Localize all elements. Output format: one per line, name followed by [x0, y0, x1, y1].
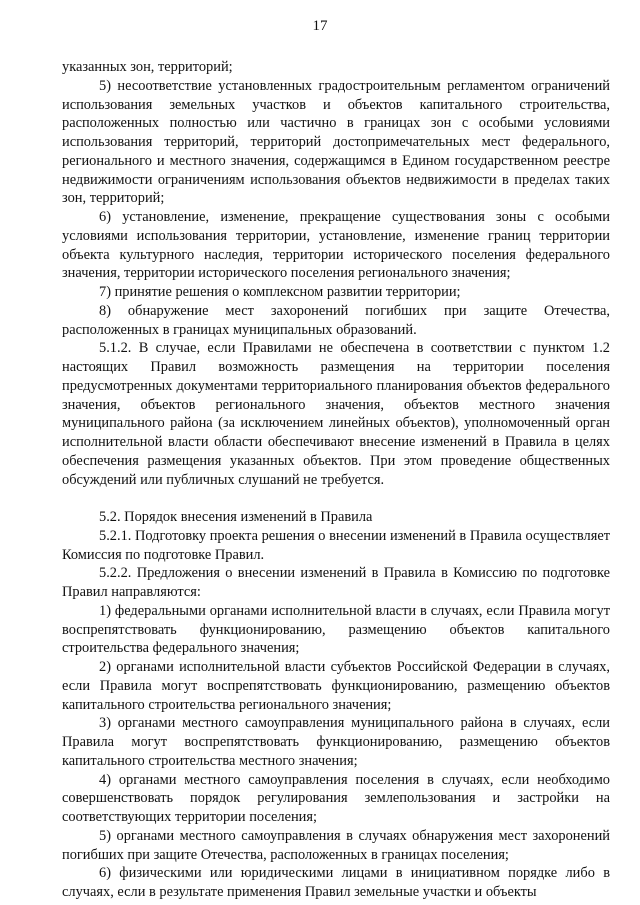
page-number: 17: [312, 18, 328, 34]
list-item-1-federal: 1) федеральными органами исполнительной власти в случаях, если Правила могут воспрепятствовать функционированию, размещению объектов капитального строительства федерального значения;: [62, 602, 610, 657]
paragraph-continuation: указанных зон, территорий;: [62, 59, 233, 75]
section-heading-5-2: 5.2. Порядок внесения изменений в Правила: [99, 509, 373, 525]
list-item-5-local-self-government: 5) органами местного самоуправления в случаях обнаружения мест захоронений погибших при защите Отечества, расположенных в границах поселения;: [62, 827, 610, 863]
list-item-8-burial-sites: 8) обнаружение мест захоронений погибших при защите Отечества, расположенных в границах муниципальных образований.: [62, 302, 610, 338]
list-item-6-zone-change: 6) установление, изменение, прекращение существования зоны с особыми условиями использования территории, установление, изменение границ территории объекта культурного наследия, территории исторического поселения федерального значения, территории исторического поселения регионального значения;: [62, 209, 610, 282]
document-body: [62, 58, 610, 902]
clause-5-1-2: 5.1.2. В случае, если Правилами не обеспечена в соответствии с пунктом 1.2 настоящих Правил возможность размещения на территории поселения предусмотренных документами территориального планирования объектов федерального значения, объектов регионального значения, объектов местного значения муниципального района (за исключением линейных объектов), уполномоченный орган исполнительной власти области обеспечивают внесение изменений в Правила в целях обеспечения размещения указанных объектов. При этом проведение общественных обсуждений или публичных слушаний не требуется.: [62, 340, 610, 488]
list-item-7-complex-development: 7) принятие решения о комплексном развитии территории;: [99, 284, 461, 300]
list-item-3-municipal-district: 3) органами местного самоуправления муниципального района в случаях, если Правила могут воспрепятствовать функционированию, размещению объектов капитального строительства местного значения;: [62, 715, 610, 769]
list-item-6-individuals: 6) физическими или юридическими лицами в инициативном порядке либо в случаях, если в результате применения Правил земельные участки и объекты: [62, 865, 610, 900]
list-item-5-mismatch: 5) несоответствие установленных градостроительным регламентом ограничений использования земельных участков и объектов капитального строительства, расположенных полностью или частично в границах зон с особыми условиями использования территорий, территорий достопримечательных мест федерального, регионального и местного значения, содержащимся в Едином государственном реестре недвижимости ограничениям использования объектов недвижимости в пределах таких зон, территорий;: [62, 77, 610, 207]
list-item-2-regional: 2) органами исполнительной власти субъектов Российской Федерации в случаях, если Правила могут воспрепятствовать функционированию, размещению объектов капитального строительства регионального значения;: [62, 659, 610, 713]
list-item-4-settlement: 4) органами местного самоуправления поселения в случаях, если необходимо совершенствовать порядок регулирования землепользования и застройки на соответствующих территории поселения;: [62, 771, 610, 825]
clause-5-2-2: 5.2.2. Предложения о внесении изменений в Правила в Комиссию по подготовке Правил направляются:: [62, 565, 610, 600]
clause-5-2-1: 5.2.1. Подготовку проекта решения о внесении изменений в Правила осуществляет Комиссия по подготовке Правил.: [62, 527, 610, 563]
